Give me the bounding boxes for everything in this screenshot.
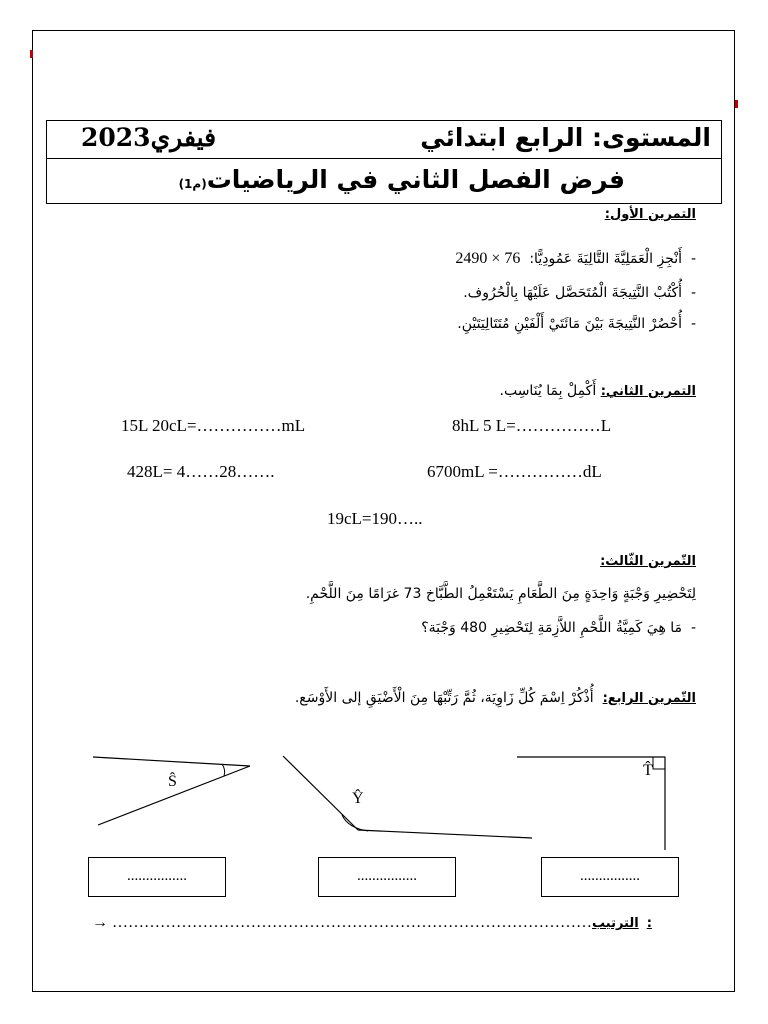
ex1-item-2-text: أُكْتُبْ النَّتِيجَةَ الْمُتَحَصَّل عَلَيْهَا بِالْحُرُوف. — [463, 285, 683, 301]
answer-box-t[interactable]: ................ — [541, 857, 679, 897]
ex2-heading: التمرين الثاني: — [600, 384, 696, 399]
answer-box-s[interactable]: ................ — [88, 857, 226, 897]
ex4-instruction: أُذْكُرْ اِسْمَ كُلِّ زَاوِيَة، ثُمَّ رَتِّبْهَا مِنَ الْأَضْيَقِ إلى الأَوْسَع. — [294, 690, 594, 706]
ex2-eq-2: 8hL 5 L=……………L — [452, 416, 612, 435]
ex3-heading: التّمرين الثّالث: — [600, 554, 696, 569]
ex1-item-1: - أَنْجِزِ الْعَمَلِيَّةَ التَّالِيَةَ عَمُودِيًّا: 2490 × 76 — [455, 250, 696, 267]
order-dots[interactable]: → ……………………………………………………………………………… — [92, 914, 592, 931]
ex1-item-1-math: 2490 × 76 — [455, 250, 521, 267]
ex3-text: لِتَحْضِيرِ وَجْبَةٍ وَاحِدَةٍ مِنَ الطَّعَامِ يَسْتَعْمِلُ الطَّبَّاخ 73 غرَامًا مِنَ اللَّحْمِ. — [305, 586, 696, 602]
grade-level: المستوى: الرابع ابتدائي — [420, 123, 711, 152]
ex3-question-text: مَا هِيَ كَمِيَّةُ اللَّحْمِ اللاَّزِمَةِ لِتَحْضِيرِ 480 وَجْبَة؟ — [421, 620, 683, 636]
ex1-item-3: - أُحْصُرْ النَّتِيجَةَ بَيْنَ مَائَتَيْ أَلْفَيْنِ مُتَتَالِيَتَيْنِ. — [457, 316, 696, 332]
answer-box-y[interactable]: ................ — [318, 857, 456, 897]
angle-s-figure — [93, 757, 250, 825]
ex2-eq-1: 15L 20cL=……………mL — [121, 416, 306, 435]
angle-y-label: Ŷ — [352, 790, 364, 807]
ex1-item-1-text: أَنْجِزِ الْعَمَلِيَّةَ التَّالِيَةَ عَمُودِيًّا: — [529, 251, 683, 267]
ex1-item-3-text: أُحْصُرْ النَّتِيجَةَ بَيْنَ مَائَتَيْ أَلْفَيْنِ مُتَتَالِيَتَيْنِ. — [457, 316, 683, 332]
exam-title-suffix: (م1) — [178, 177, 207, 191]
exam-date: فيفري2023 — [81, 123, 217, 152]
order-line — [92, 914, 652, 932]
ex2-instruction: أَكْمِلْ بِمَا يُنَاسِب. — [499, 383, 597, 399]
ex2-eq-3: 428L= 4……28……. — [127, 462, 275, 481]
ex1-heading: التمرين الأول: — [604, 207, 696, 222]
exam-title-text: فرض الفصل الثاني في الرياضيات — [206, 165, 625, 194]
angle-y-figure — [283, 756, 532, 838]
angle-s-label: Ŝ — [168, 773, 177, 790]
ex4-heading: التّمرين الرابع: — [602, 691, 696, 706]
ex2-eq-4: 6700mL =……………dL — [427, 462, 602, 481]
ex3-question: - مَا هِيَ كَمِيَّةُ اللَّحْمِ اللاَّزِمَةِ لِتَحْضِيرِ 480 وَجْبَة؟ — [421, 620, 696, 636]
order-label: الترتيب: — [592, 916, 652, 931]
angle-t-label: T̂ — [643, 762, 653, 779]
ex1-item-2: - أُكْتُبْ النَّتِيجَةَ الْمُتَحَصَّل عَلَيْهَا بِالْحُرُوف. — [463, 285, 696, 301]
ex2-eq-5: 19cL=190….. — [327, 509, 423, 528]
